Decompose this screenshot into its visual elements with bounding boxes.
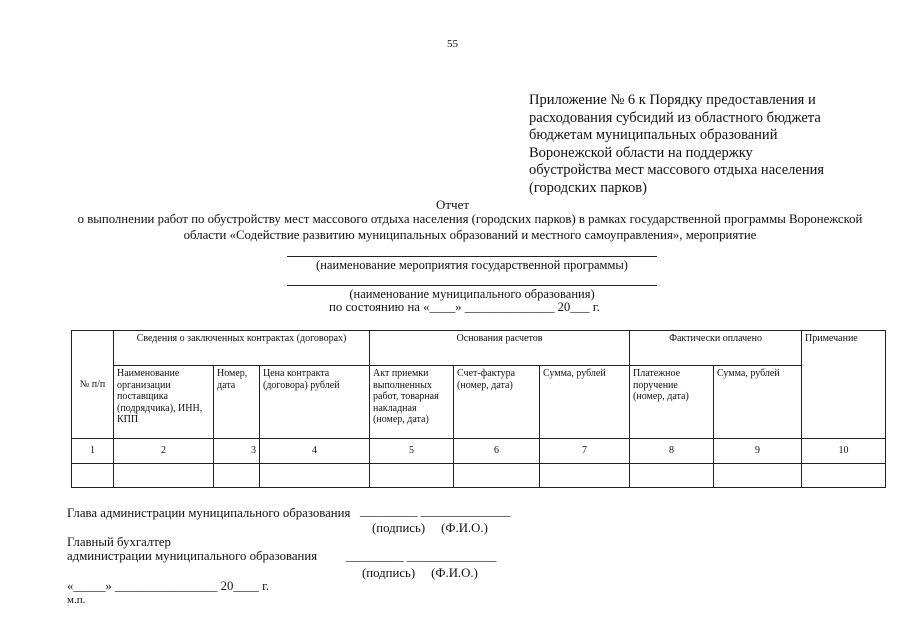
column-number: 4	[260, 439, 370, 464]
appendix-line: бюджетам муниципальных образований	[529, 127, 778, 143]
table-cell[interactable]	[214, 464, 260, 488]
page-number: 55	[447, 38, 458, 50]
event-caption: (наименование мероприятия государственной программы)	[316, 258, 628, 272]
column-number: 6	[454, 439, 540, 464]
report-table	[71, 330, 886, 488]
stamp-place: м.п.	[67, 594, 86, 606]
table-cell[interactable]	[370, 464, 454, 488]
header-payment-order: Платежное поручение (номер, дата)	[630, 366, 714, 439]
accountant-label: Главный бухгалтер	[67, 535, 171, 549]
appendix-line: Воронежской области на поддержку	[529, 144, 753, 161]
report-description-line: области «Содействие развитию муниципальных образований и местного самоуправления», мероприятие	[183, 227, 757, 242]
report-description-line: о выполнении работ по обустройству мест массового отдыха населения (городских парков) в рамках государственной программы Воронежской	[77, 212, 863, 226]
as-of-date: по состоянию на «____» ______________ 20___ г.	[329, 300, 600, 314]
municipality-name-line	[287, 285, 657, 286]
head-signature-blank: _________ ______________	[360, 504, 511, 518]
column-number: 7	[540, 439, 630, 464]
column-number: 1	[72, 439, 114, 464]
header-paid-sum: Сумма, рублей	[714, 366, 802, 439]
header-contracts: Сведения о заключенных контрактах (договорах)	[114, 331, 370, 366]
column-number: 5	[370, 439, 454, 464]
appendix-heading	[529, 92, 889, 197]
appendix-line: (городских парков)	[529, 179, 647, 196]
table-cell[interactable]	[114, 464, 214, 488]
municipality-caption: (наименование муниципального образования)	[349, 287, 595, 301]
accountant-label: администрации муниципального образования	[67, 549, 318, 563]
header-number: № п/п	[72, 331, 114, 439]
column-number: 8	[630, 439, 714, 464]
accountant-signature-blank: _________ ______________	[346, 549, 497, 563]
table-cell[interactable]	[260, 464, 370, 488]
header-number-date: Номер, дата	[214, 366, 260, 439]
header-paid: Фактически оплачено	[630, 331, 802, 366]
column-number: 2	[114, 439, 214, 464]
date-line: «_____» ________________ 20____ г.	[67, 579, 270, 593]
column-number: 3	[214, 439, 260, 464]
appendix-line: обустройства мест массового отдыха населения	[529, 162, 825, 178]
report-title: Отчет	[435, 197, 470, 212]
header-basis: Основания расчетов	[370, 331, 630, 366]
table-cell[interactable]	[540, 464, 630, 488]
column-number: 9	[714, 439, 802, 464]
appendix-line: расходования субсидий из областного бюджета	[529, 109, 821, 126]
head-signature-caption: (подпись) (Ф.И.О.)	[372, 521, 488, 535]
event-name-line	[287, 256, 657, 257]
head-label: Глава администрации муниципального образования	[67, 506, 351, 520]
table-cell[interactable]	[72, 464, 114, 488]
header-supplier: Наименование организации поставщика (подрядчика), ИНН, КПП	[114, 366, 214, 439]
table-cell[interactable]	[630, 464, 714, 488]
table-cell[interactable]	[454, 464, 540, 488]
column-number: 10	[802, 439, 886, 464]
header-sum: Сумма, рублей	[540, 366, 630, 439]
header-note: Примечание	[802, 331, 886, 439]
header-invoice: Счет-фактура (номер, дата)	[454, 366, 540, 439]
appendix-line: Приложение № 6 к Порядку предоставления и	[529, 92, 816, 108]
accountant-signature-caption: (подпись) (Ф.И.О.)	[362, 566, 478, 580]
table-cell[interactable]	[802, 464, 886, 488]
header-contract-price: Цена контракта (договора) рублей	[260, 366, 370, 439]
header-act: Акт приемки выполненных работ, товарная накладная (номер, дата)	[370, 366, 454, 439]
table-cell[interactable]	[714, 464, 802, 488]
report-description	[60, 212, 880, 243]
table-row	[72, 464, 886, 488]
